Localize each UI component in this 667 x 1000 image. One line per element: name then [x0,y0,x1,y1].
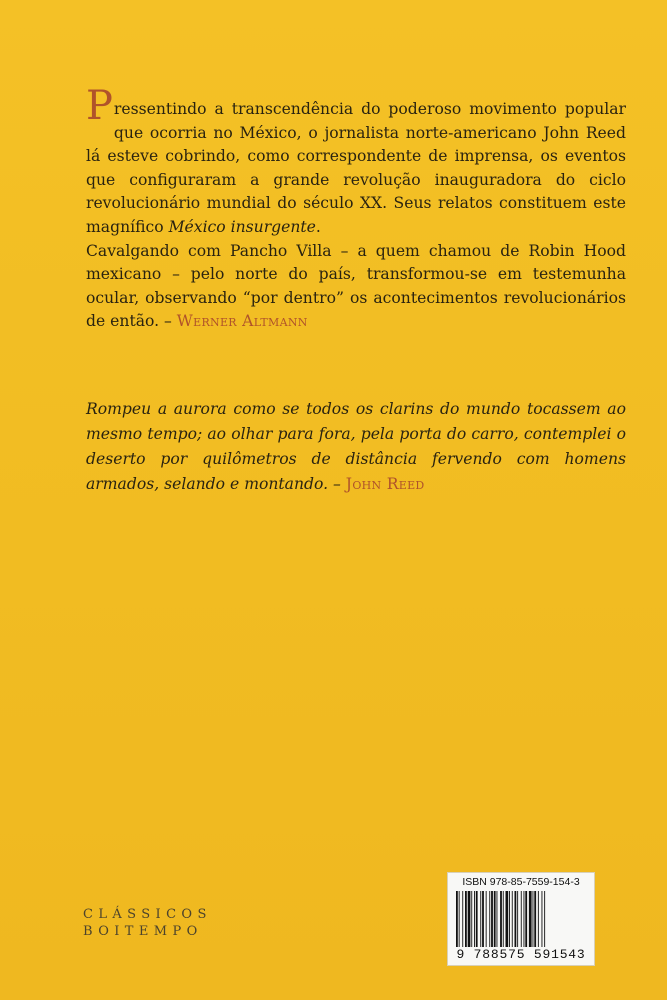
blurb-period: . [315,217,321,236]
book-title: México insurgente [168,217,316,236]
blurb-text-second: Cavalgando com Pancho Villa – a quem chamou de Robin Hood mexicano – pelo norte do país, transformou-se em testemunha ocular, observando “por dentro” os acontecimentos revolucionários de então. – [86,241,626,331]
blurb-text: ressentindo a transcendência do poderoso movimento popular que ocorria no México, o jornalista norte-americano John Reed lá esteve cobrindo, como correspondente de imprensa, os eventos que configuraram a grande revolução inauguradora do ciclo revolucionário mundial do século XX. Seus relatos constituem este magnífico [86,100,626,236]
blurb-author: Werner Altmann [176,312,308,331]
isbn-label: ISBN 978-85-7559-154-3 [462,876,580,888]
series-logo-line2: BOITEMPO [83,924,203,939]
drop-cap: P [86,83,113,129]
isbn-barcode-block [447,872,595,966]
series-logo [83,906,223,940]
blurb-paragraph [86,83,626,334]
barcode-digits: 9 788575 591543 [456,947,586,962]
series-logo-line1: CLÁSSICOS [83,907,212,922]
quote-text: Rompeu a aurora como se todos os clarins do mundo tocassem ao mesmo tempo; ao olhar para fora, pela porta do carro, contemplei o deserto por quilômetros de distância fervendo com homens armados, selando e montando. – [86,400,626,493]
quote-author: John Reed [345,475,425,493]
quote-paragraph [86,397,626,497]
barcode [455,891,587,947]
